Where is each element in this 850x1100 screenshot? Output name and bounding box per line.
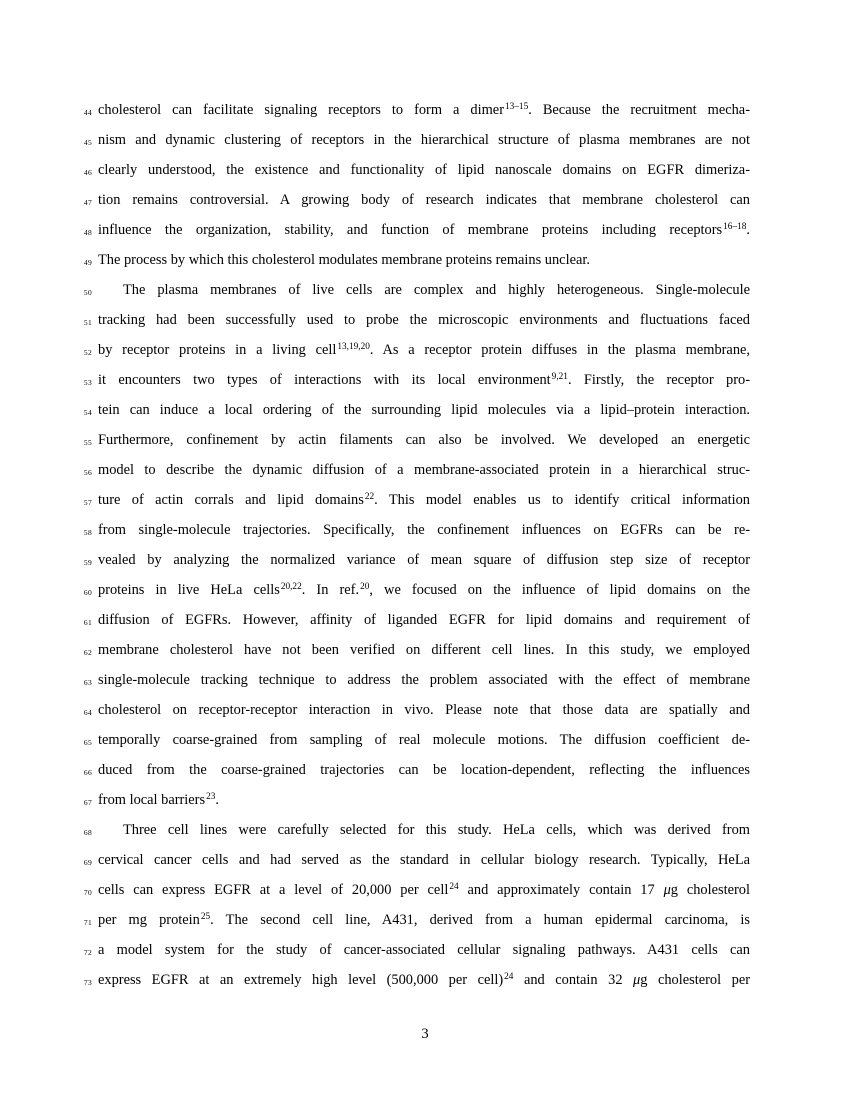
text-segment: tion remains controversial. A growing body of research indicates that membrane cholesterol can (98, 192, 750, 208)
line-number: 55 (83, 438, 92, 447)
text-line (58, 95, 750, 125)
text-segment: The plasma membranes of live cells are complex and highly heterogeneous. Single-molecule (123, 282, 750, 298)
line-text (98, 905, 750, 935)
line-number: 54 (83, 408, 92, 417)
text-segment: diffusion of EGFRs. However, affinity of liganded EGFR for lipid domains and requirement of (98, 612, 750, 628)
line-number: 50 (83, 288, 92, 297)
line-number: 71 (83, 918, 92, 927)
line-text (98, 245, 750, 275)
line-text (98, 275, 750, 305)
text-segment: . (215, 792, 219, 808)
text-segment: . In ref. (301, 582, 360, 598)
text-segment: cervical cancer cells and had served as the standard in cellular biology research. Typically, HeLa (98, 852, 750, 868)
text-segment: from single-molecule trajectories. Specifically, the confinement influences on EGFRs can be re- (98, 522, 750, 538)
text-segment: influence the organization, stability, and function of membrane proteins including receptors (98, 222, 723, 238)
text-segment: . Because the recruitment mecha- (528, 102, 750, 118)
line-text (98, 485, 750, 515)
line-number: 60 (83, 588, 92, 597)
line-number: 53 (83, 378, 92, 387)
citation-superscript: 20 (360, 582, 370, 592)
line-number: 58 (83, 528, 92, 537)
text-line (58, 815, 750, 845)
line-text (98, 635, 750, 665)
text-block (58, 95, 750, 995)
citation-superscript: 23 (206, 792, 216, 802)
line-number: 46 (83, 168, 92, 177)
line-number: 45 (83, 138, 92, 147)
text-segment: proteins in live HeLa cells (98, 582, 280, 598)
text-line (58, 575, 750, 605)
text-segment: temporally coarse-grained from sampling of real molecule motions. The diffusion coefficient de- (98, 732, 750, 748)
text-segment: tein can induce a local ordering of the surrounding lipid molecules via a lipid–protein interaction. (98, 402, 750, 418)
text-segment: vealed by analyzing the normalized variance of mean square of diffusion step size of receptor (98, 552, 750, 568)
line-text (98, 605, 750, 635)
line-number: 51 (83, 318, 92, 327)
text-segment: duced from the coarse-grained trajectories can be location-dependent, reflecting the influences (98, 762, 750, 778)
line-number: 44 (83, 108, 92, 117)
text-segment: . This model enables us to identify critical information (374, 492, 750, 508)
line-text (98, 125, 750, 155)
line-text (98, 575, 750, 605)
text-segment: g cholesterol per (640, 972, 750, 988)
text-line (58, 455, 750, 485)
text-line (58, 875, 750, 905)
citation-superscript: 9,21 (551, 372, 568, 382)
text-line (58, 215, 750, 245)
line-text (98, 335, 750, 365)
text-segment: single-molecule tracking technique to address the problem associated with the effect of membrane (98, 672, 750, 688)
page-number: 3 (421, 1026, 429, 1042)
line-text (98, 875, 750, 905)
text-segment: from local barriers (98, 792, 206, 808)
line-number: 49 (83, 258, 92, 267)
text-segment: nism and dynamic clustering of receptors in the hierarchical structure of plasma membranes are not (98, 132, 750, 148)
text-segment: it encounters two types of interactions with its local environment (98, 372, 551, 388)
line-number: 65 (83, 738, 92, 747)
line-text (98, 845, 750, 875)
line-number: 72 (83, 948, 92, 957)
line-number: 62 (83, 648, 92, 657)
text-line (58, 905, 750, 935)
line-text (98, 545, 750, 575)
line-text (98, 425, 750, 455)
citation-superscript: 24 (504, 972, 514, 982)
text-line (58, 185, 750, 215)
text-segment: cholesterol on receptor-receptor interaction in vivo. Please note that those data are spatially and (98, 702, 750, 718)
text-segment: tracking had been successfully used to probe the microscopic environments and fluctuations faced (98, 312, 750, 328)
text-segment: Furthermore, confinement by actin filaments can also be involved. We developed an energetic (98, 432, 750, 448)
line-number: 70 (83, 888, 92, 897)
line-number: 63 (83, 678, 92, 687)
line-text (98, 455, 750, 485)
text-segment: ture of actin corrals and lipid domains (98, 492, 364, 508)
citation-superscript: 22 (364, 492, 375, 502)
line-text (98, 365, 750, 395)
text-segment: The process by which this cholesterol modulates membrane proteins remains unclear. (98, 252, 590, 268)
text-line (58, 965, 750, 995)
line-text (98, 305, 750, 335)
line-text (98, 755, 750, 785)
italic-symbol: μ (663, 882, 671, 898)
text-line (58, 425, 750, 455)
line-text (98, 95, 750, 125)
text-segment: cholesterol can facilitate signaling receptors to form a dimer (98, 102, 504, 118)
text-segment: membrane cholesterol have not been verified on different cell lines. In this study, we employed (98, 642, 750, 658)
line-number: 48 (83, 228, 92, 237)
line-number: 68 (83, 828, 92, 837)
citation-superscript: 25 (200, 912, 211, 922)
text-segment: per mg protein (98, 912, 200, 928)
line-text (98, 965, 750, 995)
citation-superscript: 13,19,20 (337, 342, 370, 352)
line-text (98, 185, 750, 215)
line-number: 73 (83, 978, 92, 987)
text-line (58, 245, 750, 275)
text-segment: express EGFR at an extremely high level (500,000 per cell) (98, 972, 504, 988)
line-number: 59 (83, 558, 92, 567)
text-line (58, 695, 750, 725)
line-text (98, 815, 750, 845)
line-number: 52 (83, 348, 92, 357)
text-line (58, 305, 750, 335)
text-line (58, 635, 750, 665)
text-line (58, 125, 750, 155)
line-number: 66 (83, 768, 92, 777)
text-line (58, 935, 750, 965)
line-number: 47 (83, 198, 92, 207)
text-line (58, 515, 750, 545)
italic-symbol: μ (633, 972, 641, 988)
line-text (98, 215, 750, 245)
text-segment: a model system for the study of cancer-associated cellular signaling pathways. A431 cells can (98, 942, 750, 958)
text-line (58, 365, 750, 395)
text-segment: by receptor proteins in a living cell (98, 342, 337, 358)
line-text (98, 395, 750, 425)
text-line (58, 275, 750, 305)
line-number: 67 (83, 798, 92, 807)
line-text (98, 725, 750, 755)
text-segment: . The second cell line, A431, derived from a human epidermal carcinoma, is (210, 912, 750, 928)
text-segment: . As a receptor protein diffuses in the plasma membrane, (369, 342, 750, 358)
line-text (98, 695, 750, 725)
text-line (58, 605, 750, 635)
text-line (58, 485, 750, 515)
text-line (58, 395, 750, 425)
text-line (58, 755, 750, 785)
line-text (98, 155, 750, 185)
line-text (98, 785, 750, 815)
citation-superscript: 24 (449, 882, 459, 892)
text-segment: Three cell lines were carefully selected for this study. HeLa cells, which was derived from (123, 822, 750, 838)
text-line (58, 545, 750, 575)
line-text (98, 515, 750, 545)
text-segment: and approximately contain 17 (458, 882, 664, 898)
citation-superscript: 20,22 (280, 582, 302, 592)
line-number: 64 (83, 708, 92, 717)
text-segment: g cholesterol (670, 882, 750, 898)
text-line (58, 155, 750, 185)
line-text (98, 935, 750, 965)
text-line (58, 665, 750, 695)
text-segment: , we focused on the influence of lipid domains on the (369, 582, 750, 598)
text-line (58, 845, 750, 875)
text-line (58, 335, 750, 365)
text-segment: cells can express EGFR at a level of 20,000 per cell (98, 882, 449, 898)
line-number: 56 (83, 468, 92, 477)
text-segment: . Firstly, the receptor pro- (567, 372, 750, 388)
citation-superscript: 16–18 (723, 222, 747, 232)
citation-superscript: 13–15 (504, 102, 529, 112)
line-number: 57 (83, 498, 92, 507)
line-text (98, 665, 750, 695)
text-segment: model to describe the dynamic diffusion of a membrane-associated protein in a hierarchical struc- (98, 462, 750, 478)
text-segment: and contain 32 (513, 972, 634, 988)
text-line (58, 785, 750, 815)
line-number: 69 (83, 858, 92, 867)
line-number: 61 (83, 618, 92, 627)
text-line (58, 725, 750, 755)
text-segment: clearly understood, the existence and functionality of lipid nanoscale domains on EGFR dimeriza- (98, 162, 750, 178)
text-segment: . (746, 222, 750, 238)
